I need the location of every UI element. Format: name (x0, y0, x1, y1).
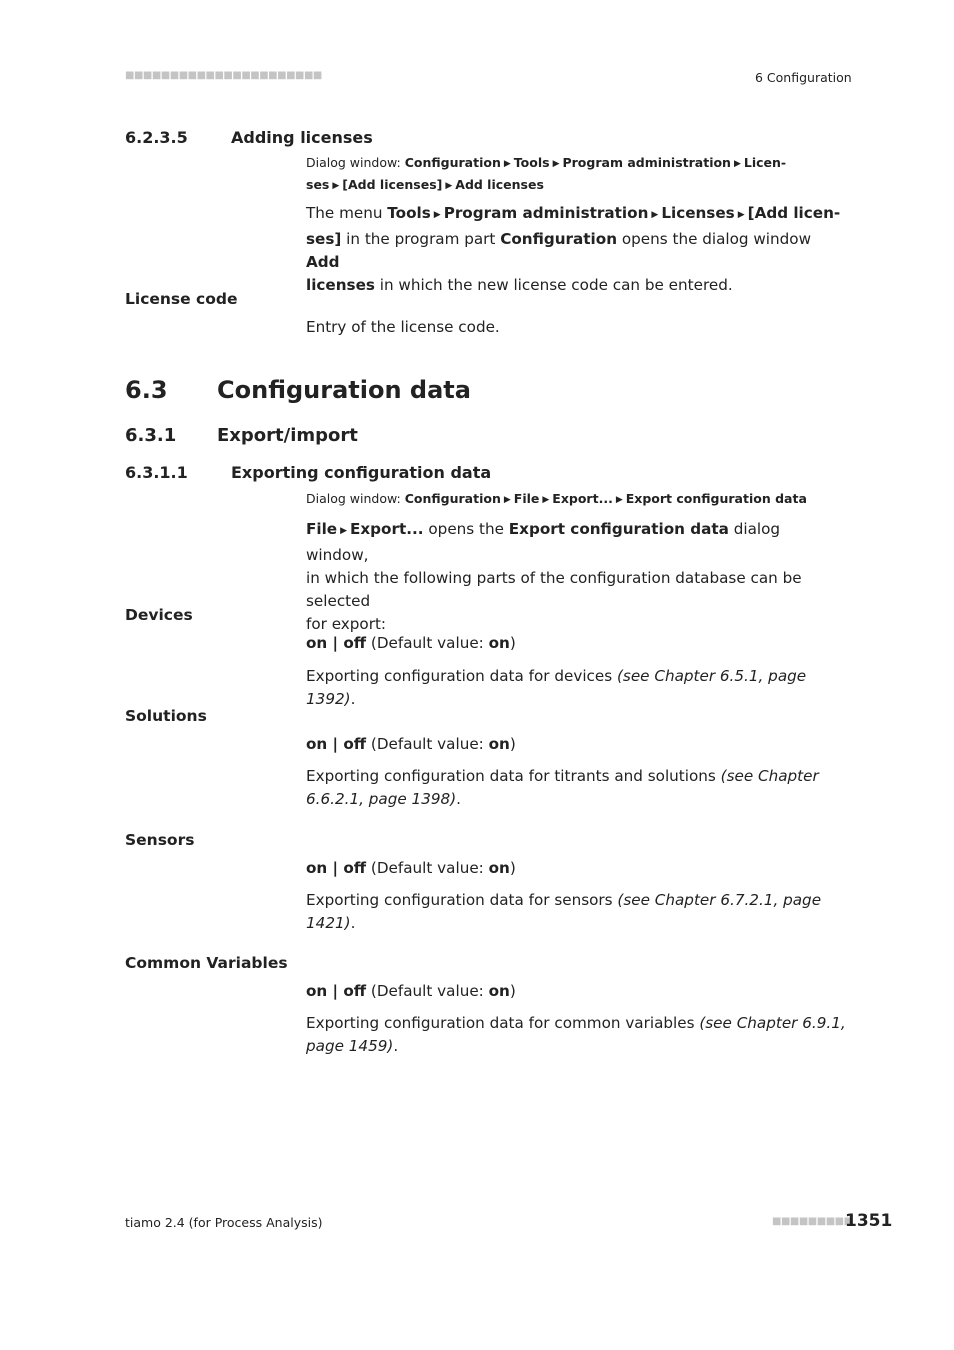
text: Exporting configuration data for titrants and solutions (306, 767, 721, 785)
text: The menu (306, 204, 388, 222)
term: Add (306, 253, 340, 271)
header-chapter: 6 Configuration (755, 70, 852, 85)
footer-decoration: ■■■■■■■■■ (772, 1216, 853, 1227)
header-decoration: ■■■■■■■■■■■■■■■■■■■■■■ (125, 70, 322, 81)
heading-number: 6.3.1 (125, 425, 177, 446)
text: (Default value: (366, 735, 489, 753)
default-value: on (488, 982, 510, 1000)
arrow-right-icon: ▶ (737, 210, 745, 220)
text: Exporting configuration data for sensors (306, 891, 618, 909)
text: . (350, 690, 356, 708)
heading-6-2-3-5 (125, 128, 373, 147)
cross-reference: 6.6.2.1, page 1398) (306, 790, 457, 808)
param-solutions-desc (306, 765, 846, 811)
arrow-right-icon: ▶ (340, 526, 348, 536)
path-step: Configuration (404, 491, 501, 506)
dialog-label: Dialog window: (306, 491, 401, 506)
text: in which the new license code can be entered. (374, 276, 733, 294)
arrow-right-icon: ▶ (503, 159, 511, 169)
term: Configuration (500, 230, 618, 248)
arrow-right-icon: ▶ (433, 210, 441, 220)
value-options: on | off (306, 859, 367, 877)
cross-reference: (see Chapter 6.5.1, page 1392) (306, 667, 807, 708)
text: Exporting configuration data for common variables (306, 1014, 700, 1032)
dialog-path-adding-licenses (306, 153, 846, 197)
path-step: File (513, 491, 540, 506)
text: . (456, 790, 461, 808)
param-sensors: Sensors (125, 831, 195, 849)
text: ) (509, 735, 516, 753)
dialog-path-export-config (306, 489, 846, 511)
text: (Default value: (366, 859, 489, 877)
path-step: Tools (513, 155, 550, 170)
arrow-right-icon: ▶ (651, 210, 659, 220)
heading-title: Exporting configuration data (231, 463, 492, 482)
arrow-right-icon: ▶ (503, 495, 511, 505)
param-common-variables-desc (306, 1012, 846, 1058)
heading-title: Adding licenses (231, 128, 373, 147)
heading-6-3-1-1 (125, 463, 491, 482)
path-step: Export... (552, 491, 613, 506)
default-value: on (488, 634, 510, 652)
text-line: for export: (306, 615, 387, 633)
text: opens the dialog window (617, 230, 812, 248)
footer-product: tiamo 2.4 (for Process Analysis) (125, 1215, 323, 1230)
cross-reference: (see Chapter (720, 767, 819, 785)
param-common-variables-values (306, 980, 846, 1003)
dialog-label: Dialog window: (306, 155, 401, 170)
text: (Default value: (366, 634, 489, 652)
param-common-variables: Common Variables (125, 954, 288, 972)
text: ) (509, 859, 516, 877)
param-devices: Devices (125, 606, 193, 624)
path-step: Program administration (562, 155, 731, 170)
param-sensors-desc (306, 889, 846, 935)
term: Export configuration data (508, 520, 729, 538)
param-license-code: License code (125, 290, 238, 308)
value-options: on | off (306, 735, 367, 753)
arrow-right-icon: ▶ (552, 159, 560, 169)
menu-term: ses] (306, 230, 342, 248)
text: (Default value: (366, 982, 489, 1000)
arrow-right-icon: ▶ (615, 495, 623, 505)
path-step: Licen- (743, 155, 787, 170)
param-sensors-values (306, 857, 846, 880)
heading-title: Configuration data (217, 376, 471, 404)
param-license-code-desc: Entry of the license code. (306, 318, 500, 336)
heading-number: 6.2.3.5 (125, 128, 188, 147)
menu-term: File (306, 520, 338, 538)
menu-term: Licenses (661, 204, 735, 222)
menu-term: Program administration (443, 204, 649, 222)
text: ) (509, 982, 516, 1000)
heading-number: 6.3 (125, 376, 168, 404)
text: . (393, 1037, 399, 1055)
paragraph-export-config (306, 518, 846, 636)
paragraph-adding-licenses (306, 202, 846, 297)
text: in the program part (341, 230, 501, 248)
arrow-right-icon: ▶ (542, 495, 550, 505)
heading-number: 6.3.1.1 (125, 463, 188, 482)
heading-6-3-1 (125, 425, 358, 446)
param-solutions-values (306, 733, 846, 756)
arrow-right-icon: ▶ (733, 159, 741, 169)
term: licenses (306, 276, 375, 294)
text-line: in which the following parts of the configuration database can be selected (306, 569, 802, 610)
cross-reference: 1421) (306, 914, 351, 932)
text: opens the (423, 520, 509, 538)
param-devices-values (306, 632, 846, 655)
path-step: [Add licenses] (342, 177, 443, 192)
path-step: ses (306, 177, 330, 192)
arrow-right-icon: ▶ (332, 181, 340, 191)
path-step: Export configuration data (625, 491, 807, 506)
heading-title: Export/import (217, 425, 358, 446)
value-options: on | off (306, 982, 367, 1000)
text: . (350, 914, 356, 932)
page-number: 1351 (845, 1211, 893, 1231)
menu-term: [Add licen- (747, 204, 841, 222)
path-step: Configuration (404, 155, 501, 170)
heading-6-3 (125, 376, 471, 404)
cross-reference: (see Chapter 6.7.2.1, page (617, 891, 822, 909)
cross-reference: (see Chapter 6.9.1, (699, 1014, 846, 1032)
text: Exporting configuration data for devices (306, 667, 617, 685)
value-options: on | off (306, 634, 367, 652)
text: ) (509, 634, 516, 652)
param-solutions: Solutions (125, 707, 207, 725)
menu-term: Export... (350, 520, 424, 538)
cross-reference: page 1459) (306, 1037, 394, 1055)
param-devices-desc (306, 665, 846, 711)
default-value: on (488, 735, 510, 753)
path-step: Add licenses (455, 177, 544, 192)
menu-term: Tools (387, 204, 431, 222)
arrow-right-icon: ▶ (445, 181, 453, 191)
default-value: on (488, 859, 510, 877)
text: dialog window, (306, 520, 781, 564)
